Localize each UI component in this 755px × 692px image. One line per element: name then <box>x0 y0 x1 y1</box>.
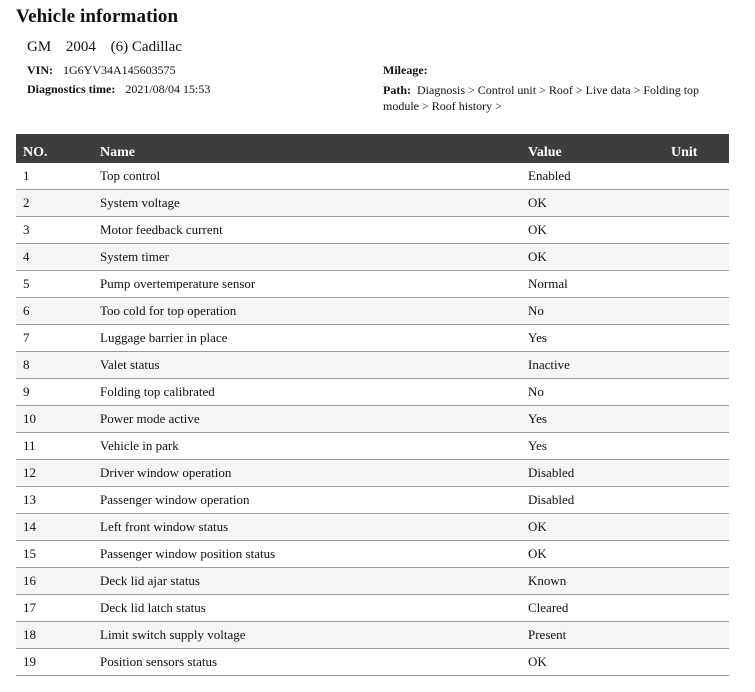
table-row <box>16 406 729 433</box>
cell-value: Disabled <box>528 460 671 487</box>
cell-unit <box>671 163 729 190</box>
cell-name: Top control <box>100 163 528 190</box>
cell-name: Pump overtemperature sensor <box>100 271 528 298</box>
cell-unit <box>671 595 729 622</box>
cell-name: Vehicle in park <box>100 433 528 460</box>
cell-name: System voltage <box>100 190 528 217</box>
cell-value: Present <box>528 622 671 649</box>
cell-unit <box>671 622 729 649</box>
cell-value: OK <box>528 514 671 541</box>
path-value: Diagnosis > Control unit > Roof > Live data > Folding top module > Roof history > <box>383 83 700 113</box>
table-row <box>16 190 729 217</box>
cell-value: Yes <box>528 325 671 352</box>
cell-name: Luggage barrier in place <box>100 325 528 352</box>
cell-value: No <box>528 379 671 406</box>
table-row <box>16 541 729 568</box>
mileage-label: Mileage: <box>383 63 428 77</box>
cell-value: Enabled <box>528 163 671 190</box>
cell-value: Known <box>528 568 671 595</box>
cell-unit <box>671 271 729 298</box>
cell-no: 10 <box>16 406 100 433</box>
column-header-value: Value <box>528 134 671 163</box>
cell-no: 4 <box>16 244 100 271</box>
cell-name: Passenger window operation <box>100 487 528 514</box>
cell-no: 18 <box>16 622 100 649</box>
table-row <box>16 595 729 622</box>
table-row <box>16 514 729 541</box>
cell-no: 7 <box>16 325 100 352</box>
cell-unit <box>671 541 729 568</box>
cell-name: Valet status <box>100 352 528 379</box>
vehicle-year: 2004 <box>65 39 96 55</box>
table-row <box>16 622 729 649</box>
cell-value: Cleared <box>528 595 671 622</box>
cell-value: OK <box>528 217 671 244</box>
cell-name: Power mode active <box>100 406 528 433</box>
cell-name: Deck lid latch status <box>100 595 528 622</box>
cell-value: Disabled <box>528 487 671 514</box>
page-title: Vehicle information <box>16 6 179 27</box>
table-row <box>16 460 729 487</box>
cell-name: Deck lid ajar status <box>100 568 528 595</box>
table-row <box>16 379 729 406</box>
table-row <box>16 433 729 460</box>
table-row <box>16 298 729 325</box>
cell-name: System timer <box>100 244 528 271</box>
cell-unit <box>671 460 729 487</box>
cell-no: 16 <box>16 568 100 595</box>
cell-unit <box>671 514 729 541</box>
cell-unit <box>671 379 729 406</box>
cell-unit <box>671 433 729 460</box>
cell-name: Limit switch supply voltage <box>100 622 528 649</box>
diagnostics-time-row <box>27 82 210 97</box>
cell-no: 9 <box>16 379 100 406</box>
cell-name: Motor feedback current <box>100 217 528 244</box>
cell-no: 8 <box>16 352 100 379</box>
table-row <box>16 271 729 298</box>
column-header-no: NO. <box>16 134 100 163</box>
cell-name: Left front window status <box>100 514 528 541</box>
table-row <box>16 568 729 595</box>
cell-value: OK <box>528 649 671 676</box>
diagnostics-time-value: 2021/08/04 15:53 <box>125 82 211 96</box>
cell-no: 1 <box>16 163 100 190</box>
table-row <box>16 649 729 676</box>
cell-value: Normal <box>528 271 671 298</box>
cell-no: 15 <box>16 541 100 568</box>
column-header-unit: Unit <box>671 134 729 163</box>
vehicle-model: (6) Cadillac <box>110 39 182 55</box>
cell-unit <box>671 649 729 676</box>
table-row <box>16 217 729 244</box>
cell-value: Inactive <box>528 352 671 379</box>
diagnostics-time-label: Diagnostics time: <box>27 82 116 96</box>
cell-unit <box>671 244 729 271</box>
cell-no: 19 <box>16 649 100 676</box>
cell-value: OK <box>528 541 671 568</box>
cell-unit <box>671 487 729 514</box>
table-row <box>16 352 729 379</box>
vehicle-summary <box>27 39 193 56</box>
mileage-row <box>383 63 438 78</box>
cell-unit <box>671 190 729 217</box>
cell-no: 11 <box>16 433 100 460</box>
cell-name: Passenger window position status <box>100 541 528 568</box>
cell-value: Yes <box>528 406 671 433</box>
column-header-name: Name <box>100 134 528 163</box>
cell-no: 13 <box>16 487 100 514</box>
table-row <box>16 325 729 352</box>
cell-unit <box>671 217 729 244</box>
cell-name: Driver window operation <box>100 460 528 487</box>
table-row <box>16 163 729 190</box>
table-row <box>16 244 729 271</box>
cell-unit <box>671 298 729 325</box>
vin-value: 1G6YV34A145603575 <box>63 63 176 77</box>
cell-no: 17 <box>16 595 100 622</box>
cell-name: Position sensors status <box>100 649 528 676</box>
vin-label: VIN: <box>27 63 53 77</box>
cell-name: Folding top calibrated <box>100 379 528 406</box>
cell-no: 2 <box>16 190 100 217</box>
cell-name: Too cold for top operation <box>100 298 528 325</box>
cell-value: OK <box>528 190 671 217</box>
cell-value: No <box>528 298 671 325</box>
vin-row <box>27 63 176 78</box>
cell-no: 5 <box>16 271 100 298</box>
live-data-table <box>16 134 729 676</box>
cell-no: 6 <box>16 298 100 325</box>
cell-no: 3 <box>16 217 100 244</box>
cell-value: OK <box>528 244 671 271</box>
cell-value: Yes <box>528 433 671 460</box>
path-label: Path: <box>383 83 411 97</box>
cell-unit <box>671 325 729 352</box>
table-row <box>16 487 729 514</box>
vehicle-make: GM <box>27 39 52 55</box>
table-header-row <box>16 134 729 163</box>
cell-unit <box>671 568 729 595</box>
breadcrumb <box>383 82 713 114</box>
cell-no: 12 <box>16 460 100 487</box>
cell-unit <box>671 352 729 379</box>
cell-no: 14 <box>16 514 100 541</box>
cell-unit <box>671 406 729 433</box>
